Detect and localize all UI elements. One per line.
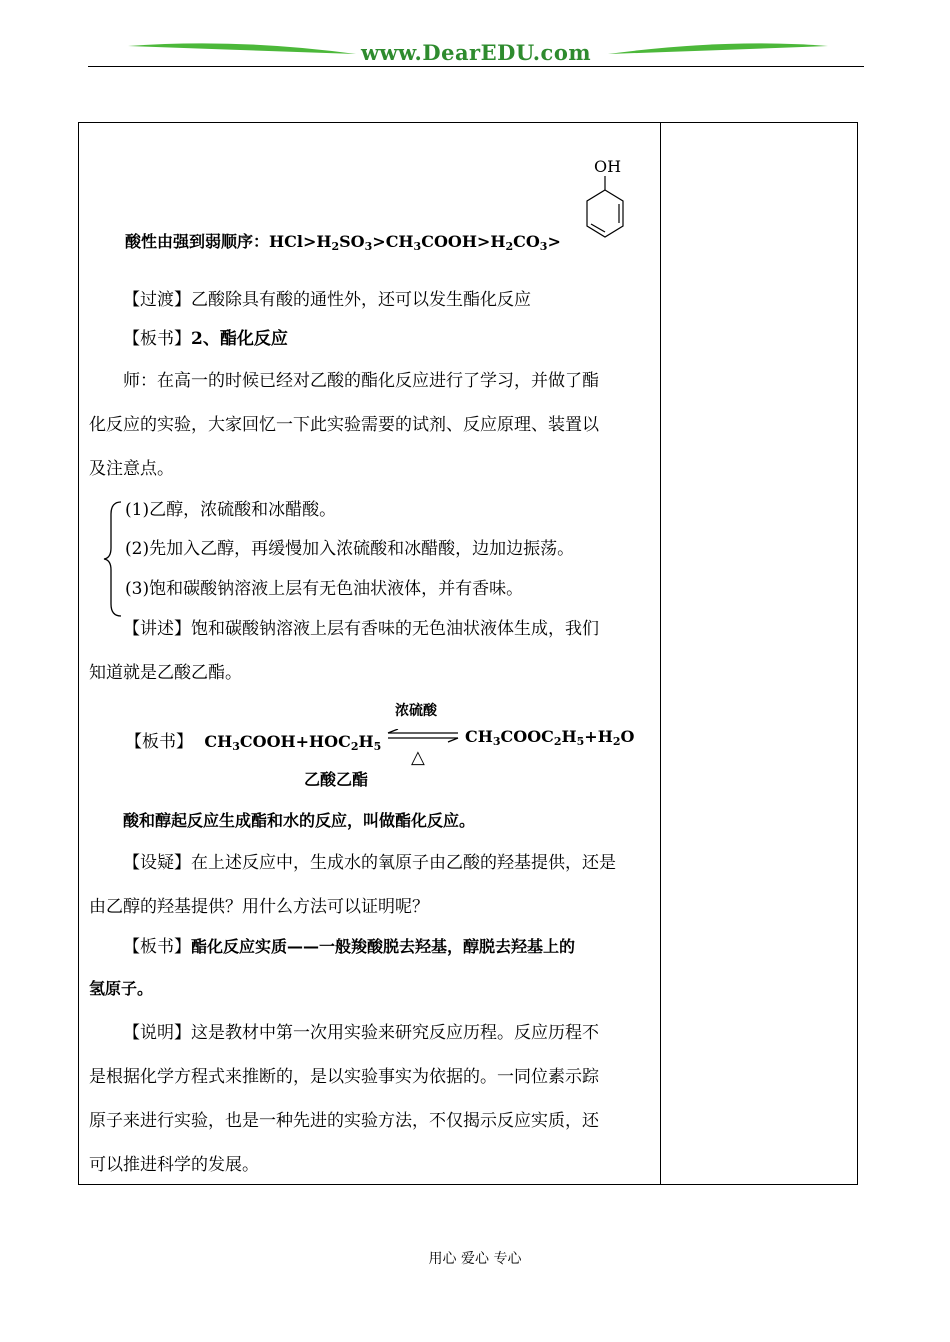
esterification-definition: 酸和醇起反应生成酯和水的反应，叫做酯化反应。 (123, 811, 476, 830)
list-item: (2)先加入乙醇，再缓慢加入浓硫酸和冰醋酸，边加边振荡。 (125, 539, 575, 559)
column-divider (660, 123, 661, 1184)
reversible-arrow-icon (386, 729, 462, 743)
narrate-line-1: 【讲述】饱和碳酸钠溶液上层有香味的无色油状液体生成，我们 (123, 619, 599, 639)
acidity-formula: $HCl>H_2SO_3>CH_3COOH>H_2CO_3>$ (269, 232, 561, 253)
board-text: 酯化反应实质——一般羧酸脱去羟基，醇脱去羟基上的 (191, 937, 576, 956)
list-item: (3)饱和碳酸钠溶液上层有无色油状液体，并有香味。 (125, 579, 524, 599)
teacher-line-3: 及注意点。 (89, 459, 174, 479)
site-header (88, 30, 864, 70)
heat-symbol: △ (411, 747, 425, 768)
question-line-1: 【设疑】在上述反应中，生成水的氧原子由乙酸的羟基提供，还是 (123, 853, 616, 873)
page-footer: 用心 爱心 专心 (428, 1251, 522, 1267)
equation-tag: 【板书】 (125, 732, 193, 752)
board-tag: 【板书】 (123, 329, 191, 349)
site-logo-text: www.DearEDU.com (360, 40, 592, 65)
curly-brace-icon (101, 500, 125, 618)
teacher-line-2: 化反应的实验，大家回忆一下此实验需要的试剂、反应原理、装置以 (89, 415, 599, 435)
board-text: 2、酯化反应 (191, 329, 288, 349)
equation-left: $CH_3COOH+HOC_2H_5$ (204, 732, 382, 753)
explain-line-2: 是根据化学方程式来推断的，是以实验事实为依据的。一同位素示踪 (89, 1067, 599, 1087)
list-item: (1)乙醇，浓硫酸和冰醋酸。 (125, 500, 337, 520)
board-heading-2 (89, 932, 652, 957)
phenol-oh-label: OH (594, 157, 622, 176)
teacher-line-1: 师：在高一的时候已经对乙酸的酯化反应进行了学习，并做了酯 (123, 371, 599, 391)
acidity-order (125, 229, 645, 252)
board-heading-2-cont: 氢原子。 (89, 979, 154, 998)
header-divider (88, 66, 864, 67)
product-name: 乙酸乙酯 (304, 770, 369, 789)
catalyst-label: 浓硫酸 (395, 703, 437, 719)
question-line-2: 由乙醇的羟基提供？用什么方法可以证明呢？ (89, 897, 429, 917)
acidity-label: 酸性由强到弱顺序： (125, 232, 270, 251)
narrate-line-2: 知道就是乙酸乙酯。 (89, 663, 242, 683)
board-tag: 【板书】 (123, 937, 191, 957)
explain-line-3: 原子来进行实验，也是一种先进的实验方法，不仅揭示反应实质，还 (89, 1111, 599, 1131)
explain-line-1: 【说明】这是教材中第一次用实验来研究反应历程。反应历程不 (123, 1023, 599, 1043)
board-heading-1 (89, 324, 652, 349)
transition-text: 【过渡】乙酸除具有酸的通性外，还可以发生酯化反应 (123, 290, 531, 310)
equation-right: $CH_3COOC_2H_5+H_2O$ (465, 727, 635, 748)
explain-line-4: 可以推进科学的发展。 (89, 1155, 259, 1175)
